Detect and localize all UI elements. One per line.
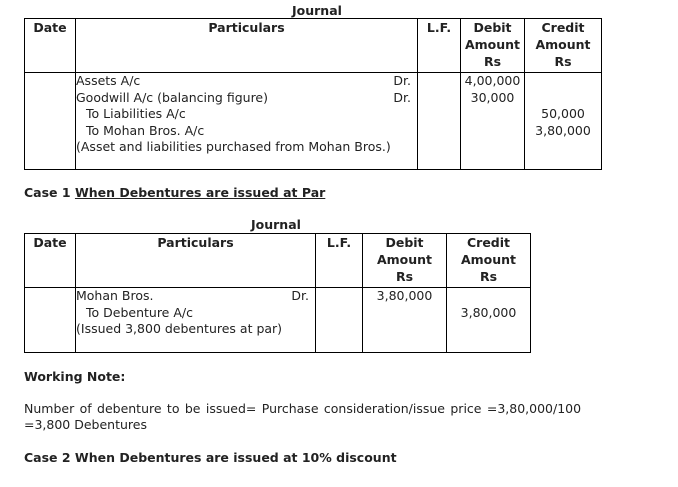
journal2-header-date: Date — [25, 234, 76, 288]
journal1-header-particulars: Particulars — [76, 19, 418, 73]
journal1-credit-cell: 50,000 3,80,000 — [525, 73, 602, 170]
journal2-title: Journal — [251, 217, 301, 232]
journal2-row-debenture: To Debenture A/c — [86, 304, 193, 320]
case2-heading: Case 2 When Debentures are issued at 10% discount — [24, 450, 397, 465]
journal2-header-particulars: Particulars — [76, 234, 316, 288]
journal2-particulars-cell — [76, 288, 316, 353]
journal1-row-assets: Assets A/c Dr. — [76, 73, 411, 88]
journal1-header-debit: Debit Amount Rs — [461, 19, 525, 73]
journal2-header-debit: Debit Amount Rs — [363, 234, 447, 288]
journal1-debit-cell: 4,00,000 30,000 — [461, 73, 525, 170]
journal1-row-narration: (Asset and liabilities purchased from Mohan Bros.) — [76, 139, 391, 154]
journal2-row-mohan: Mohan Bros. Dr. — [76, 288, 309, 303]
journal1-particulars-cell — [76, 73, 418, 170]
journal2-table — [24, 233, 531, 353]
working-note-heading: Working Note: — [24, 369, 126, 384]
journal2-lf-cell — [316, 288, 363, 353]
journal1-row-mohan: To Mohan Bros. A/c — [86, 122, 205, 138]
journal1-date-cell — [25, 73, 76, 170]
working-note-text: Number of debenture to be issued= Purchase consideration/issue price =3,80,000/100 =3,800 Debentures — [24, 401, 582, 432]
journal2-credit-cell: 3,80,000 — [447, 288, 531, 353]
journal1-title: Journal — [292, 3, 342, 18]
journal1-header-date: Date — [25, 19, 76, 73]
journal1-table — [24, 18, 602, 170]
journal2-debit-cell: 3,80,000 — [363, 288, 447, 353]
journal1-lf-cell — [418, 73, 461, 170]
journal1-header-credit: Credit Amount Rs — [525, 19, 602, 73]
journal2-row-narration: (Issued 3,800 debentures at par) — [76, 321, 283, 336]
journal1-header-lf: L.F. — [418, 19, 461, 73]
journal1-row-goodwill: Goodwill A/c (balancing figure) Dr. — [76, 89, 411, 105]
journal2-date-cell — [25, 288, 76, 353]
journal1-row-liabilities: To Liabilities A/c — [86, 106, 186, 121]
journal2-header-lf: L.F. — [316, 234, 363, 288]
journal2-header-credit: Credit Amount Rs — [447, 234, 531, 288]
case1-heading: Case 1 When Debentures are issued at Par — [24, 185, 326, 200]
